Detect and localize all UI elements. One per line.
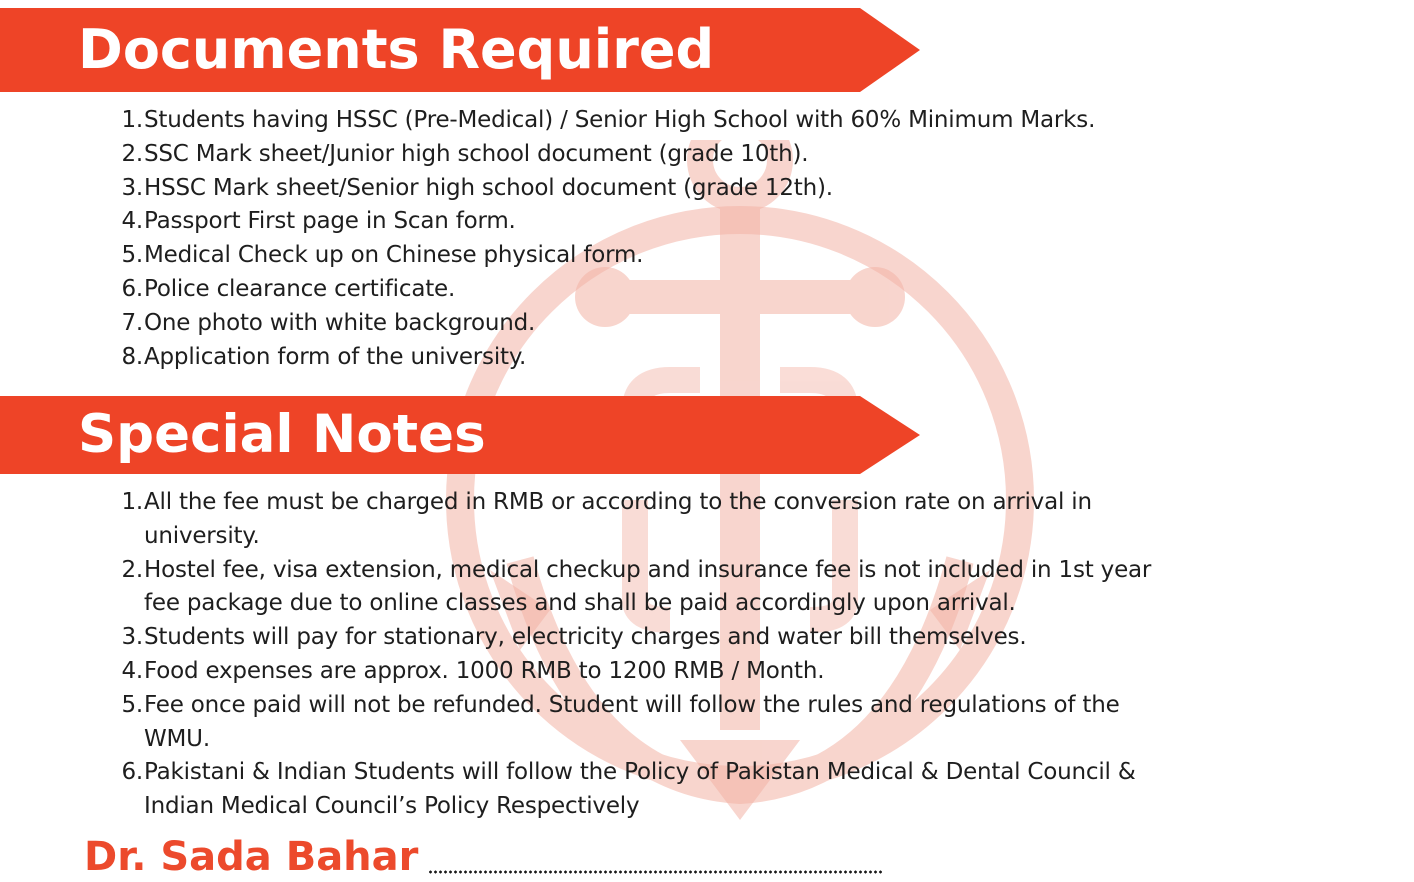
list-item — [116, 172, 1176, 206]
item-number: 2. — [121, 556, 143, 583]
list-item — [116, 554, 1176, 622]
documents-required-banner — [0, 8, 920, 92]
list-item — [116, 307, 1176, 341]
item-number: 3. — [121, 624, 143, 651]
item-text: One photo with white background. — [144, 309, 536, 336]
item-number: 3. — [121, 174, 143, 201]
item-number: 5. — [121, 242, 143, 269]
list-item — [116, 138, 1176, 172]
item-number: 6. — [121, 275, 143, 302]
signatory-name: Dr. Sada Bahar — [84, 834, 419, 880]
special-notes-list — [116, 486, 1176, 824]
item-text: Pakistani & Indian Students will follow the Policy of Pakistan Medical & Dental Council & Indian Medical Council’s Policy Respectively — [144, 759, 1136, 820]
item-number: 2. — [121, 140, 143, 167]
item-number: 6. — [121, 759, 143, 786]
special-notes-title: Special Notes — [78, 404, 486, 465]
item-text: Police clearance certificate. — [144, 275, 456, 302]
list-item — [116, 621, 1176, 655]
item-number: 1. — [121, 489, 143, 515]
item-text: HSSC Mark sheet/Senior high school document (grade 12th). — [144, 174, 833, 201]
signature-dotted-line — [428, 868, 882, 876]
item-text: SSC Mark sheet/Junior high school document (grade 10th). — [144, 140, 809, 167]
item-number: 5. — [121, 691, 143, 718]
list-item — [116, 689, 1176, 757]
item-number: 7. — [121, 309, 143, 336]
item-text: Students will pay for stationary, electricity charges and water bill themselves. — [144, 624, 1027, 651]
item-text: All the fee must be charged in RMB or according to the conversion rate on arrival in university. — [144, 489, 1092, 549]
list-item — [116, 104, 1176, 138]
item-number: 1. — [121, 107, 143, 133]
item-text: Fee once paid will not be refunded. Student will follow the rules and regulations of the WMU. — [144, 691, 1120, 752]
list-item — [116, 756, 1176, 824]
documents-required-title: Documents Required — [78, 18, 715, 81]
item-number: 8. — [121, 343, 143, 370]
list-item — [116, 341, 1176, 375]
item-text: Passport First page in Scan form. — [144, 208, 516, 235]
list-item — [116, 273, 1176, 307]
signature-line — [84, 832, 882, 882]
documents-required-list — [116, 104, 1176, 374]
special-notes-banner — [0, 396, 920, 474]
list-item — [116, 205, 1176, 239]
item-text: Hostel fee, visa extension, medical checkup and insurance fee is not included in 1st year fee package due to online classes and shall be paid accordingly upon arrival. — [144, 556, 1152, 617]
item-number: 4. — [121, 208, 143, 235]
list-item — [116, 486, 1176, 554]
list-item — [116, 655, 1176, 689]
item-text: Food expenses are approx. 1000 RMB to 1200 RMB / Month. — [144, 657, 825, 684]
item-text: Medical Check up on Chinese physical form. — [144, 242, 644, 269]
list-item — [116, 239, 1176, 273]
item-text: Application form of the university. — [144, 343, 527, 370]
item-text: Students having HSSC (Pre-Medical) / Senior High School with 60% Minimum Marks. — [144, 107, 1096, 133]
item-number: 4. — [121, 657, 143, 684]
